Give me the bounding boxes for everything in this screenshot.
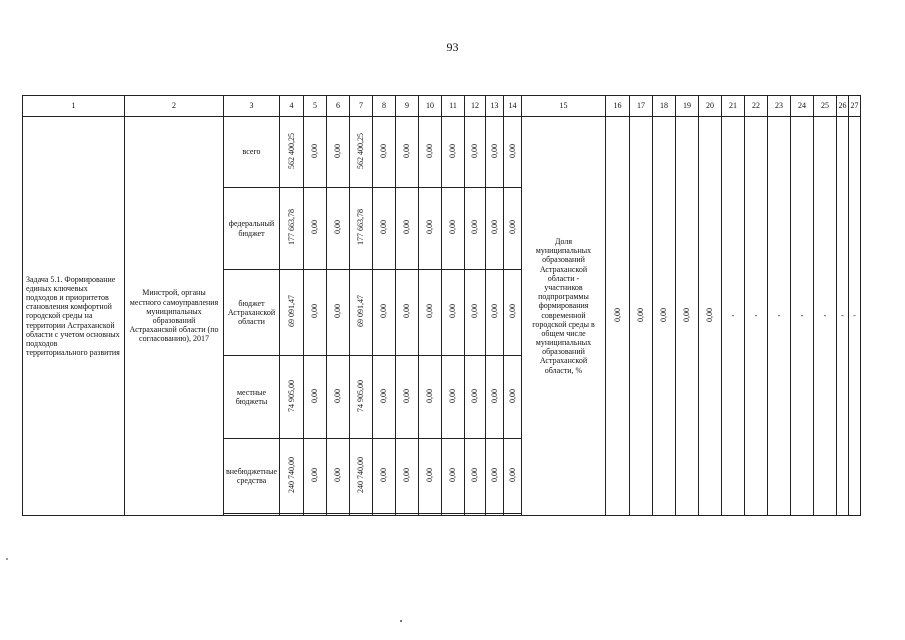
- indicator-dash: -: [722, 117, 745, 516]
- funding-value: 0,00: [333, 388, 343, 403]
- indicator-dash: -: [849, 117, 861, 516]
- col-header: 4: [280, 96, 304, 117]
- funding-value: 240 740,00: [286, 456, 296, 493]
- funding-value: 0,00: [507, 304, 517, 319]
- col-header: 10: [419, 96, 442, 117]
- funding-value: 177 663,78: [356, 209, 366, 246]
- indicator-dash: -: [814, 117, 837, 516]
- funding-value: 0,00: [489, 143, 499, 158]
- funding-value: 0,00: [402, 467, 412, 482]
- funding-value: 0,00: [448, 388, 458, 403]
- col-header: 23: [768, 96, 791, 117]
- col-header: 13: [486, 96, 504, 117]
- col-header: 7: [350, 96, 373, 117]
- col-header: 6: [327, 96, 350, 117]
- funding-value: 0,00: [333, 467, 343, 482]
- funding-value: 0,00: [379, 304, 389, 319]
- funding-value: 0,00: [470, 467, 480, 482]
- funding-value: 0,00: [425, 467, 435, 482]
- col-header: 3: [224, 96, 280, 117]
- funding-value: 69 091,47: [356, 295, 366, 328]
- header-row: [23, 96, 861, 117]
- col-header: 22: [745, 96, 768, 117]
- funding-value: 0,00: [507, 467, 517, 482]
- indicator-value: 0,00: [612, 307, 622, 322]
- indicator-dash: -: [745, 117, 768, 516]
- funding-value: 0,00: [507, 220, 517, 235]
- task-description: Задача 5.1. Формирование единых ключевых подходов и приоритетов становления комфортной городской среды на территории Астраханской области с учетом основных подходов территориального развития: [23, 117, 125, 516]
- funding-source-label: бюджет Астраханской области: [224, 270, 280, 356]
- funding-value: 69 091,47: [286, 295, 296, 328]
- funding-value: 0,00: [425, 220, 435, 235]
- funding-value: 0,00: [489, 220, 499, 235]
- indicator-value: 0,00: [636, 307, 646, 322]
- col-header: 9: [396, 96, 419, 117]
- indicator-dash: -: [791, 117, 814, 516]
- funding-value: 74 905,00: [286, 379, 296, 412]
- funding-value: 0,00: [310, 304, 320, 319]
- funding-value: 0,00: [470, 388, 480, 403]
- funding-value: 0,00: [333, 143, 343, 158]
- col-header: 26: [837, 96, 849, 117]
- col-header: 27: [849, 96, 861, 117]
- col-header: 18: [653, 96, 676, 117]
- indicator-dash: -: [768, 117, 791, 516]
- col-header: 1: [23, 96, 125, 117]
- col-header: 14: [504, 96, 522, 117]
- funding-value: 0,00: [402, 304, 412, 319]
- scan-speck: [400, 620, 402, 622]
- executor: Минстрой, органы местного самоуправления муниципальных образований Астраханской области (по согласованию), 2017: [125, 117, 224, 516]
- funding-value: 240 740,00: [356, 456, 366, 493]
- col-header: 21: [722, 96, 745, 117]
- funding-value: 0,00: [310, 220, 320, 235]
- funding-value: 0,00: [333, 304, 343, 319]
- funding-value: 0,00: [379, 467, 389, 482]
- funding-value: 0,00: [470, 304, 480, 319]
- funding-value: 0,00: [470, 143, 480, 158]
- indicator-description: Доля муниципальных образований Астраханской области - участников подпрограммы формирования современной городской среды в общем числе муниципальных образований Астраханской области, %: [522, 117, 606, 516]
- funding-value: 0,00: [448, 143, 458, 158]
- col-header: 15: [522, 96, 606, 117]
- funding-value: 0,00: [448, 467, 458, 482]
- funding-value: 74 905,00: [356, 379, 366, 412]
- funding-source-label: местные бюджеты: [224, 356, 280, 439]
- funding-value: 177 663,78: [286, 209, 296, 246]
- col-header: 16: [606, 96, 630, 117]
- col-header: 17: [630, 96, 653, 117]
- col-header: 2: [125, 96, 224, 117]
- funding-value: 0,00: [402, 143, 412, 158]
- funding-value: 0,00: [425, 388, 435, 403]
- funding-source-label: федеральный бюджет: [224, 188, 280, 270]
- funding-value: 0,00: [402, 220, 412, 235]
- funding-value: 0,00: [507, 388, 517, 403]
- funding-value: 0,00: [310, 467, 320, 482]
- col-header: 24: [791, 96, 814, 117]
- indicator-dash: -: [837, 117, 849, 516]
- indicator-value: 0,00: [659, 307, 669, 322]
- funding-value: 0,00: [507, 143, 517, 158]
- funding-value: 562 400,25: [356, 132, 366, 169]
- table-row: [23, 117, 861, 188]
- col-header: 8: [373, 96, 396, 117]
- col-header: 19: [676, 96, 699, 117]
- program-table: [22, 95, 861, 516]
- funding-value: 0,00: [448, 220, 458, 235]
- funding-value: 0,00: [310, 388, 320, 403]
- funding-source-label: внебюджетные средства: [224, 439, 280, 514]
- col-header: 25: [814, 96, 837, 117]
- funding-value: 0,00: [470, 220, 480, 235]
- col-header: 5: [304, 96, 327, 117]
- funding-value: 0,00: [379, 388, 389, 403]
- funding-value: 0,00: [379, 143, 389, 158]
- funding-value: 0,00: [333, 220, 343, 235]
- funding-value: 0,00: [489, 467, 499, 482]
- col-header: 20: [699, 96, 722, 117]
- funding-value: 0,00: [310, 143, 320, 158]
- funding-value: 0,00: [379, 220, 389, 235]
- funding-value: 0,00: [489, 304, 499, 319]
- funding-value: 0,00: [402, 388, 412, 403]
- page-number: 93: [446, 40, 459, 54]
- funding-source-label: всего: [224, 117, 280, 188]
- scan-speck: [6, 558, 8, 560]
- col-header: 11: [442, 96, 465, 117]
- funding-value: 0,00: [425, 304, 435, 319]
- indicator-value: 0,00: [682, 307, 692, 322]
- funding-value: 0,00: [425, 143, 435, 158]
- funding-value: 562 400,25: [286, 132, 296, 169]
- funding-value: 0,00: [448, 304, 458, 319]
- funding-value: 0,00: [489, 388, 499, 403]
- col-header: 12: [465, 96, 486, 117]
- indicator-value: 0,00: [705, 307, 715, 322]
